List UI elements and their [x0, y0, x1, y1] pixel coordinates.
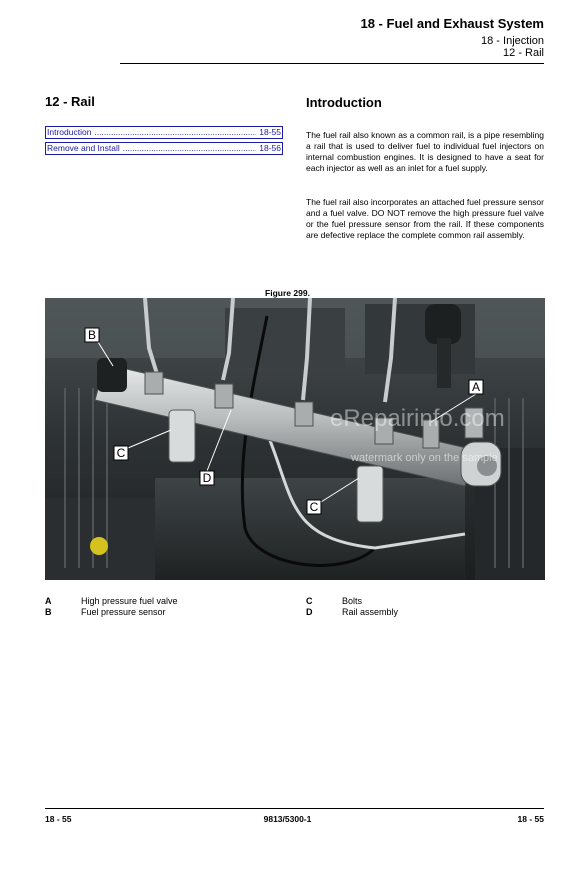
svg-text:C: C — [309, 500, 319, 514]
legend-item — [306, 596, 398, 607]
toc-label: Introduction — [47, 127, 92, 137]
toc-leader — [94, 127, 256, 138]
page-title: 12 - Rail — [45, 94, 95, 109]
subsection-title: 12 - Rail — [503, 47, 544, 59]
toc-page: 18-56 — [259, 143, 281, 153]
intro-paragraph-2: The fuel rail also incorporates an attached fuel pressure sensor and a fuel valve. DO NOT remove the high pressure fuel valve or the fuel pressure sensor from the rail. If these components are defective replace the complete common rail assembly. — [306, 197, 544, 240]
toc-label: Remove and Install — [47, 143, 120, 153]
toc-page: 18-55 — [259, 127, 281, 137]
fuel-rail-photo — [45, 298, 545, 580]
svg-text:C: C — [116, 446, 126, 460]
header-divider — [120, 63, 544, 64]
toc-link-remove-and-install[interactable] — [45, 142, 283, 155]
table-of-contents — [45, 126, 283, 158]
legend-text: High pressure fuel valve — [81, 596, 178, 606]
legend-key: D — [306, 607, 313, 617]
svg-text:A: A — [471, 380, 481, 394]
watermark-main: eRepairinfo.com — [330, 405, 505, 432]
legend-text: Bolts — [342, 596, 363, 606]
footer-page-left: 18 - 55 — [45, 814, 72, 824]
section-title: 18 - Injection — [481, 35, 544, 47]
toc-link-introduction[interactable] — [45, 126, 283, 139]
footer-page-right: 18 - 55 — [517, 814, 544, 824]
legend-text: Fuel pressure sensor — [81, 607, 166, 617]
legend-key: C — [306, 596, 313, 606]
legend-item — [306, 607, 398, 618]
figure-caption: Figure 299. — [265, 288, 310, 298]
footer-doc-number: 9813/5300-1 — [263, 814, 312, 824]
legend-item — [45, 607, 178, 618]
intro-paragraph-1: The fuel rail also known as a common rail, is a pipe resembling a rail that is used to deliver fuel to individual fuel injectors on internal combustion engines. It is designed to have a seat for each injector as well as an inlet for a fuel supply. — [306, 130, 544, 173]
toc-leader — [123, 143, 256, 154]
legend-right — [306, 596, 398, 618]
watermark-sub: watermark only on the sample — [351, 452, 498, 464]
svg-text:B: B — [87, 328, 97, 342]
legend-left — [45, 596, 178, 618]
footer-divider — [45, 808, 544, 809]
introduction-heading: Introduction — [306, 95, 382, 110]
legend-item — [45, 596, 178, 607]
svg-text:D: D — [202, 471, 212, 485]
legend-key: A — [45, 596, 52, 606]
chapter-title: 18 - Fuel and Exhaust System — [360, 16, 544, 31]
legend-text: Rail assembly — [342, 607, 399, 617]
legend-key: B — [45, 607, 52, 617]
